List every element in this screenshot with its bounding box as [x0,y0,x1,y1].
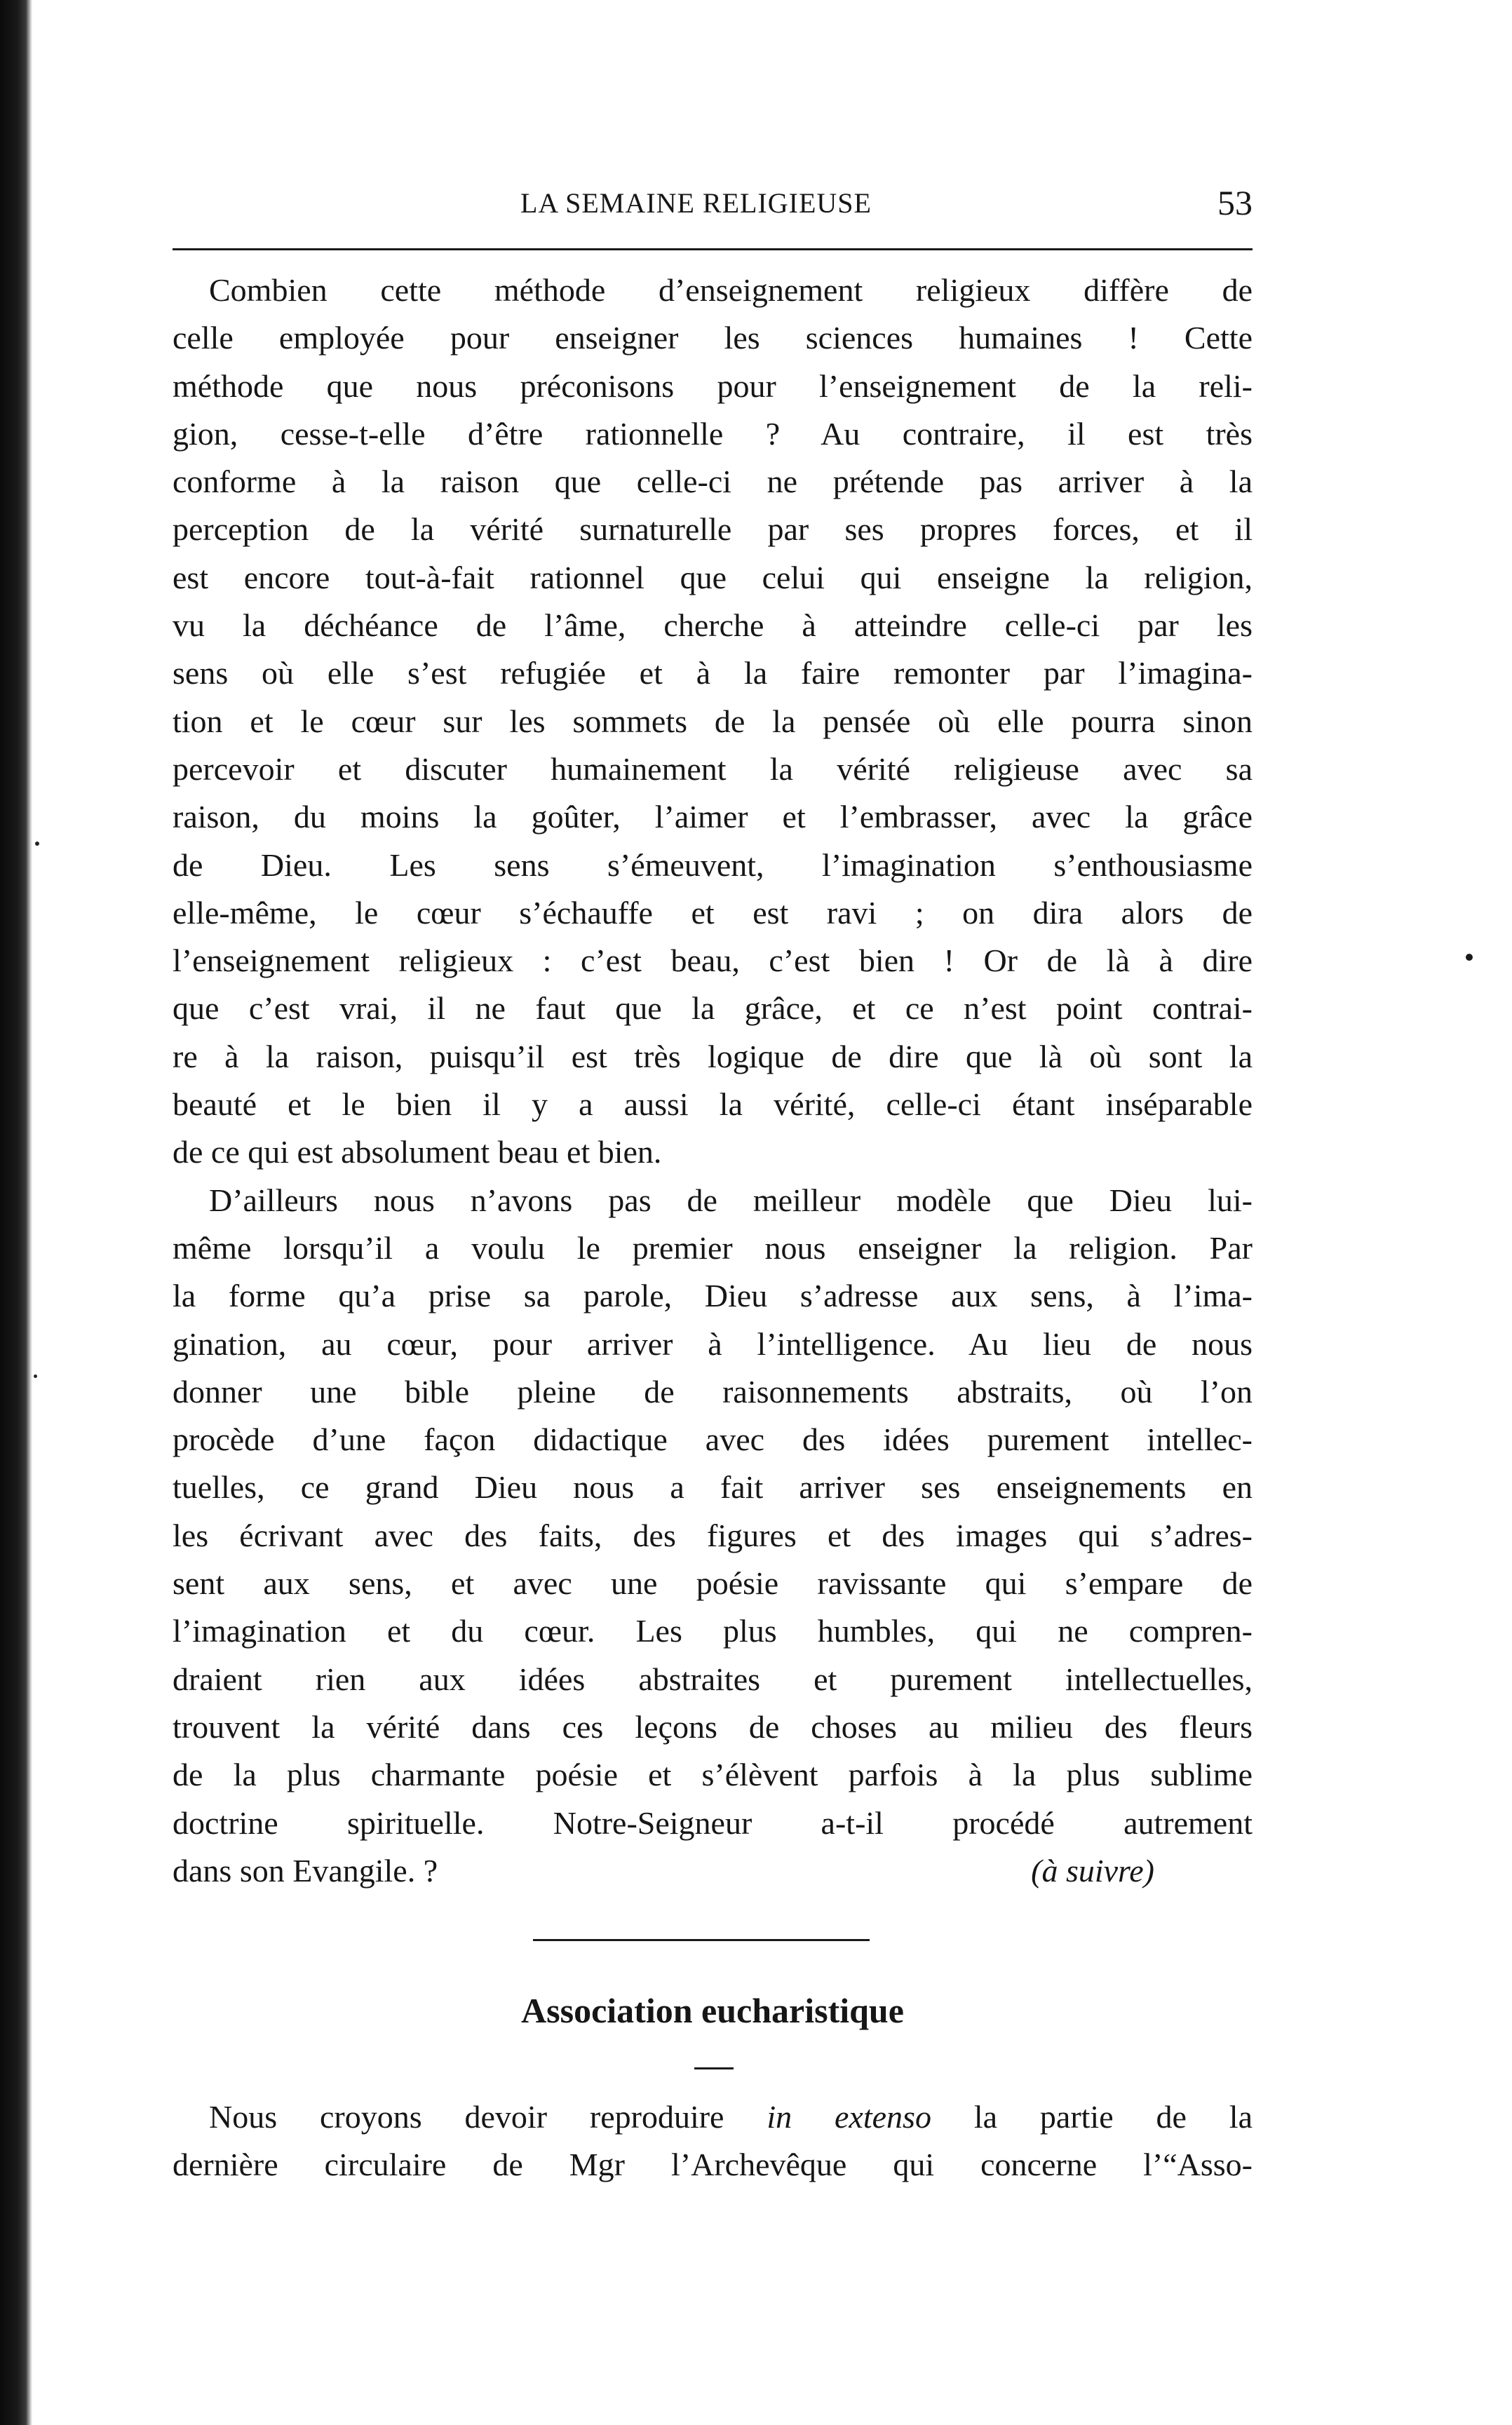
text-line: l’enseignement religieux : c’est beau, c’est bien ! Or de là à dire [173,943,1253,979]
text-line [173,2141,1253,2189]
header-rule [173,248,1253,250]
text-line: de la plus charmante poésie et s’élèvent parfois à la plus sublime [173,1757,1253,1793]
scan-edge [0,0,32,2425]
text-line: Combien cette méthode d’enseignement religieux diffère de [209,272,1253,308]
text-line: trouvent la vérité dans ces leçons de choses au milieu des fleurs [173,1708,1253,1745]
text-line: même lorsqu’il a voulu le premier nous enseigner la religion. Par [173,1229,1253,1266]
text-line: les écrivant avec des faits, des figures et des images qui s’adres- [173,1517,1253,1553]
text-line: l’imagination et du cœur. Les plus humbles, qui ne compren- [173,1613,1253,1649]
text-line: sens où elle s’est refugiée et à la faire remonter par l’imagina- [173,655,1253,691]
section-intro [173,2093,1253,2189]
text-line: tion et le cœur sur les sommets de la pensée où elle pourra sinon [173,703,1253,739]
text-line: perception de la vérité surnaturelle par ses propres forces, et il [173,511,1253,548]
text-line: est encore tout-à-fait rationnel que celui qui enseigne la religion, [173,559,1253,595]
text-line [173,2093,1253,2141]
text-fragment: la partie de la [931,2099,1253,2135]
page-number: 53 [1217,183,1253,222]
text-line: D’ailleurs nous n’avons pas de meilleur modèle que Dieu lui- [209,1182,1253,1218]
text-line: gination, au cœur, pour arriver à l’intelligence. Au lieu de nous [173,1325,1253,1362]
section-title: Association eucharistique [521,1991,904,2030]
text-line: draient rien aux idées abstraites et purement intellectuelles, [173,1661,1253,1697]
text-line: percevoir et discuter humainement la vérité religieuse avec sa [173,750,1253,787]
scan-speck [34,1374,37,1378]
running-head [173,177,1253,233]
text-line: tuelles, ce grand Dieu nous a fait arriver ses enseignements en [173,1469,1253,1506]
text-line: sent aux sens, et avec une poésie ravissante qui s’empare de [173,1565,1253,1602]
text-fragment: dernière circulaire de Mgr l’Archevêque qui concerne l’“Asso- [173,2147,1253,2183]
text-line: gion, cesse-t-elle d’être rationnelle ? Au contraire, il est très [173,415,1253,452]
text-line: conforme à la raison que celle-ci ne prétende pas arriver à la [173,464,1253,500]
journal-title: LA SEMAINE RELIGIEUSE [520,187,872,219]
text-line: vu la déchéance de l’âme, cherche à atteindre celle-ci par les [173,607,1253,644]
text-line: re à la raison, puisqu’il est très logique de dire que là où sont la [173,1038,1253,1074]
text-line: procède d’une façon didactique avec des idées purement intellec- [173,1421,1253,1458]
text-line: celle employée pour enseigner les sciences humaines ! Cette [173,320,1253,356]
text-line: beauté et le bien il y a aussi la vérité, celle-ci étant inséparable [173,1086,1253,1123]
text-fragment: Nous croyons devoir reproduire [209,2099,767,2135]
title-dash [694,2067,734,2069]
text-line: la forme qu’a prise sa parole, Dieu s’adresse aux sens, à l’ima- [173,1278,1253,1314]
text-line-content: dans son Evangile. ? [173,1852,438,1889]
text-line: elle-même, le cœur s’échauffe et est ravi ; on dira alors de [173,894,1253,931]
text-line: doctrine spirituelle. Notre-Seigneur a-t-il procédé autrement [173,1804,1253,1841]
text-line: méthode que nous préconisons pour l’enseignement de la reli- [173,367,1253,404]
text-line: de ce qui est absolument beau et bien. [173,1134,662,1170]
text-line: que c’est vrai, il ne faut que la grâce, et ce n’est point contrai- [173,990,1253,1027]
article-body [173,266,1253,1895]
margin-dot [1466,954,1473,961]
scan-speck [35,842,39,846]
text-line: de Dieu. Les sens s’émeuvent, l’imagination s’enthousiasme [173,846,1253,883]
text-line: raison, du moins la goûter, l’aimer et l’embrasser, avec la grâce [173,799,1253,835]
text-line: donner une bible pleine de raisonnements abstraits, où l’on [173,1373,1253,1410]
text-line [173,1847,1253,1895]
section-divider [533,1939,870,1941]
italic-phrase: in extenso [767,2099,931,2135]
continuation-note: (à suivre) [1031,1852,1154,1889]
